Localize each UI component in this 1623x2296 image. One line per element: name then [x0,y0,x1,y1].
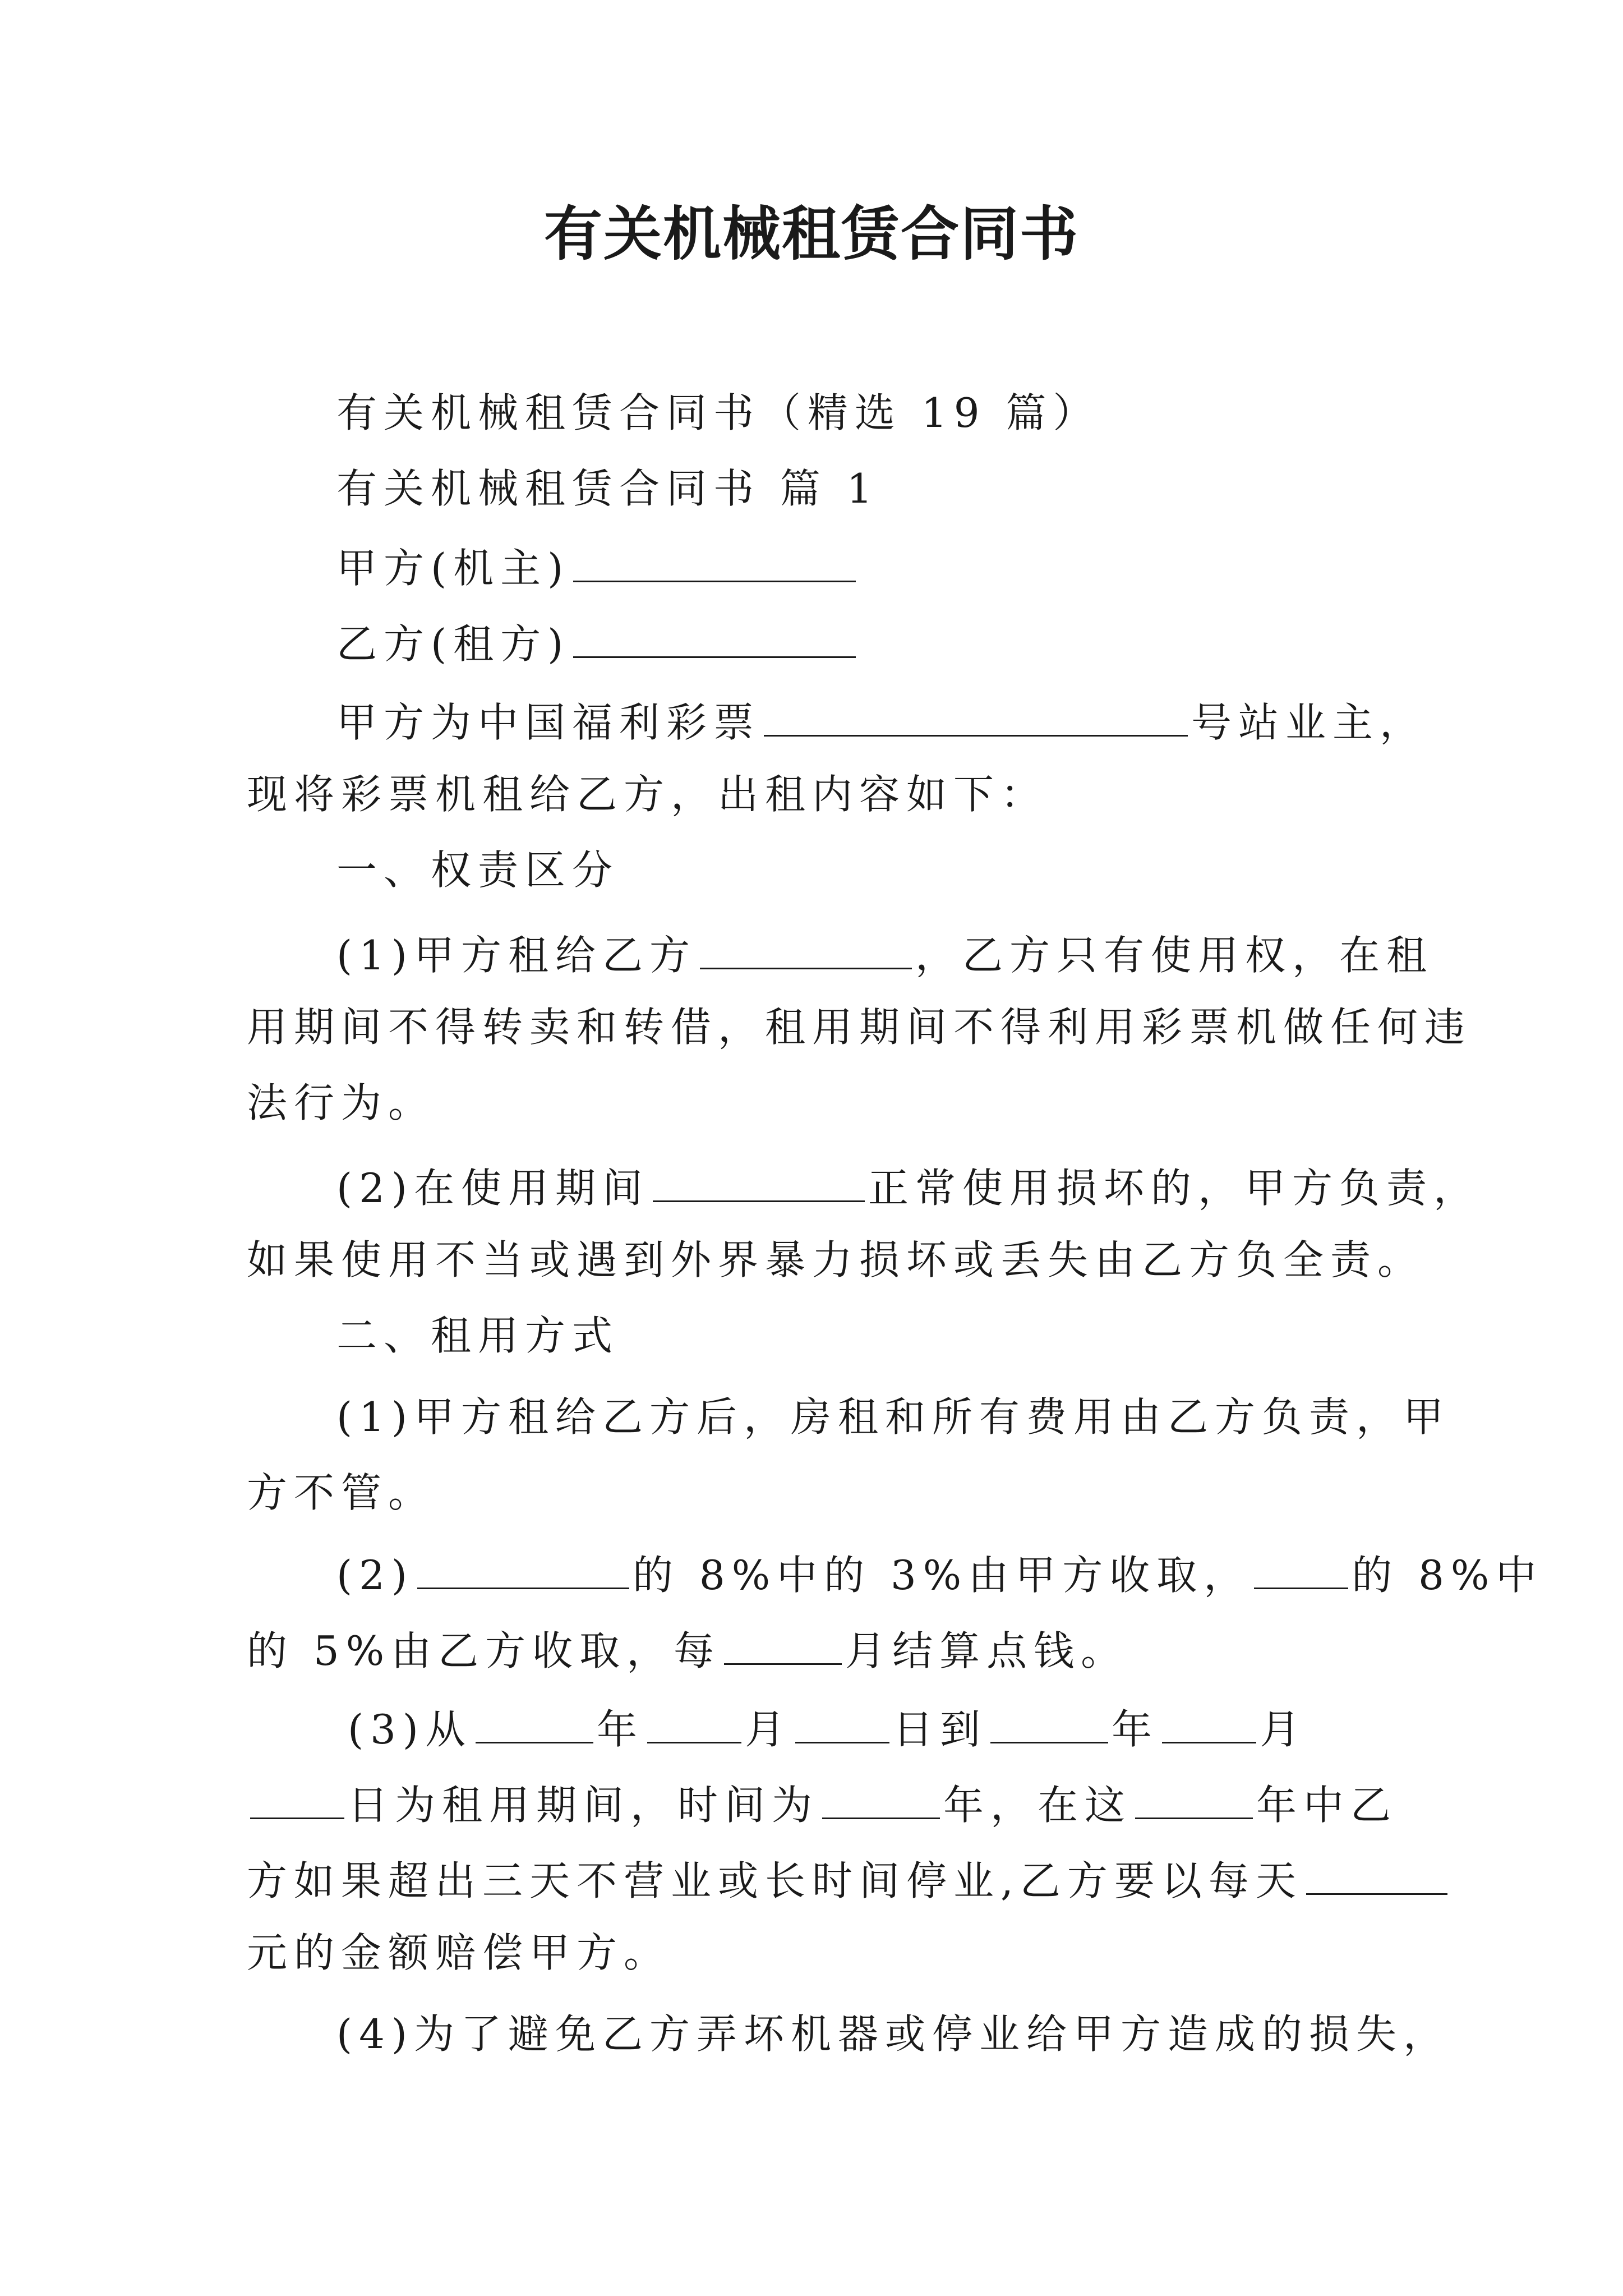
line-text: 一、权责区分 [336,846,620,894]
line-text: 方不管。 [247,1469,436,1516]
paragraph-line [247,1857,1451,1904]
line-text: 日为租用期间，时间为 [348,1781,819,1829]
line-text: 乙方(租方) [336,620,570,668]
line-text: 二、租用方式 [336,1312,620,1359]
paragraph-line [247,1929,671,1976]
fill-in-blank [764,698,1188,737]
line-text: (1)甲方租给乙方后，房租和所有费用由乙方负责，甲 [336,1393,1450,1441]
fill-in-blank [700,931,912,969]
line-text: 甲方(机主) [336,544,570,592]
line-text: 现将彩票机租给乙方，出租内容如下： [247,771,1048,818]
paragraph-line [348,1705,1307,1753]
fill-in-blank [1306,1857,1447,1895]
paragraph-line [336,2010,1450,2058]
line-text: 的 8%中的 3%由甲方收取， [633,1551,1251,1599]
paragraph-line [336,620,859,668]
paragraph-line [336,1393,1450,1441]
line-text: (2) [336,1551,414,1599]
paragraph-line [336,931,1434,979]
fill-in-blank [1135,1781,1253,1819]
fill-in-blank [573,544,856,582]
fill-in-blank [990,1705,1108,1743]
fill-in-blank [250,1781,344,1819]
line-text: (2)在使用期间 [336,1164,649,1212]
fill-in-blank [417,1551,629,1589]
paragraph-line [336,544,859,592]
line-text: 年，在这 [943,1781,1132,1829]
fill-in-blank [795,1705,889,1743]
line-text: ，乙方只有使用权，在租 [915,931,1434,979]
line-text: 用期间不得转卖和转借，租用期间不得利用彩票机做任何违 [247,1004,1472,1051]
paragraph-line [247,1236,1425,1283]
line-text: 日到 [893,1705,988,1753]
line-text: 的 5%由乙方收取，每 [247,1627,721,1674]
line-text: 年 [1112,1705,1159,1753]
paragraph-line [247,1004,1472,1051]
line-text: 如果使用不当或遇到外界暴力损坏或丢失由乙方负全责。 [247,1236,1425,1283]
paragraph-line [247,1079,436,1126]
fill-in-blank [1254,1551,1348,1589]
paragraph-line [336,1164,1481,1212]
paragraph-line [336,1312,620,1359]
line-text: 有关机械租赁合同书 篇 1 [336,465,879,512]
line-text: 法行为。 [247,1079,436,1126]
line-text: 年 [597,1705,644,1753]
line-text: 号站业主， [1191,698,1427,746]
line-text: (4)为了避免乙方弄坏机器或停业给甲方造成的损失， [336,2010,1450,2058]
line-text: 月结算点钱。 [845,1627,1128,1674]
fill-in-blank [653,1164,865,1202]
paragraph-line [247,1469,436,1516]
line-text: 元的金额赔偿甲方。 [247,1929,671,1976]
line-text: 有关机械租赁合同书（精选 19 篇） [336,389,1100,436]
paragraph-line [336,846,620,894]
line-text: 方如果超出三天不营业或长时间停业,乙方要以每天 [247,1857,1303,1904]
paragraph-line [336,465,879,512]
line-text: 的 8%中 [1352,1551,1543,1599]
paragraph-line [247,1781,1398,1829]
fill-in-blank [724,1627,842,1665]
document-title: 有关机械租赁合同书 [543,199,1079,268]
paragraph-line [336,698,1427,746]
fill-in-blank [573,620,856,658]
fill-in-blank [476,1705,593,1743]
fill-in-blank [822,1781,940,1819]
line-text: 年中乙 [1256,1781,1398,1829]
paragraph-line [336,1551,1543,1599]
line-text: (3)从 [348,1705,472,1753]
paragraph-line [336,389,1100,436]
line-text: 正常使用损坏的，甲方负责， [868,1164,1481,1212]
paragraph-line [247,771,1048,818]
line-text: 甲方为中国福利彩票 [336,698,761,746]
fill-in-blank [1162,1705,1256,1743]
fill-in-blank [647,1705,741,1743]
line-text: 月 [1260,1705,1307,1753]
paragraph-line [247,1627,1128,1674]
line-text: (1)甲方租给乙方 [336,931,697,979]
line-text: 月 [745,1705,792,1753]
